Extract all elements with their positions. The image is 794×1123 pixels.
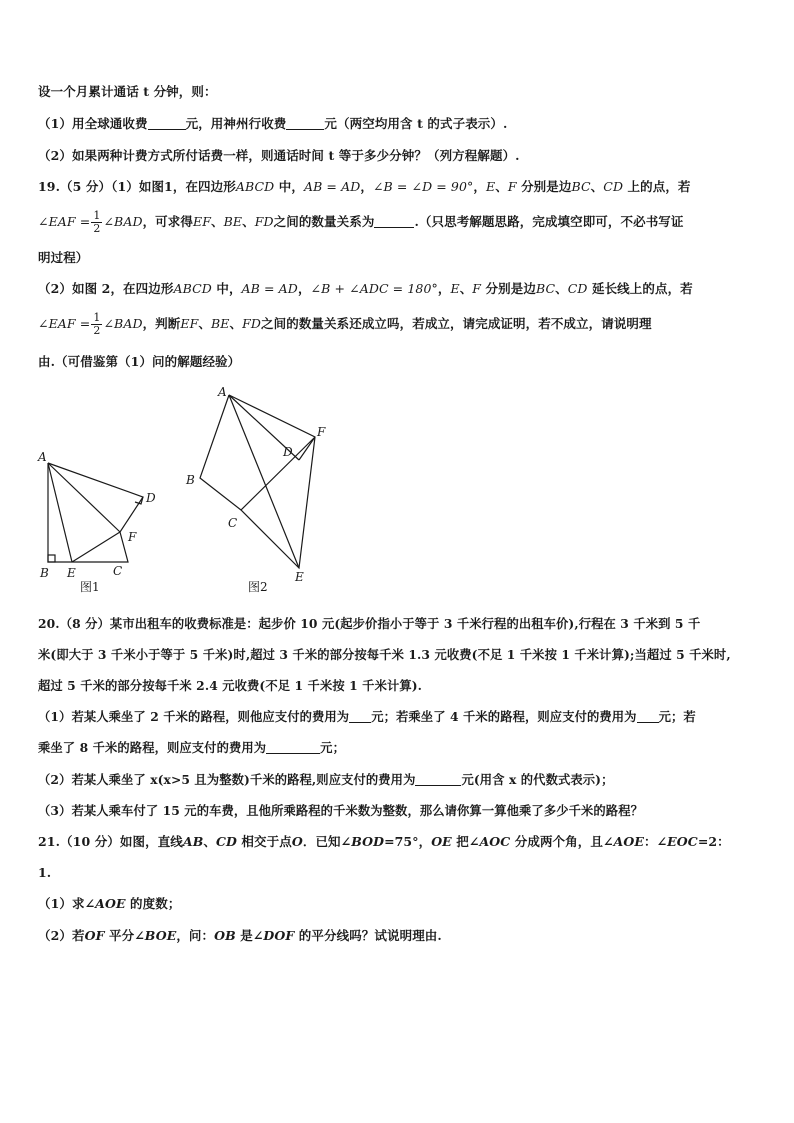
math-eaf: ∠EAF = — [38, 214, 91, 229]
math-eaf: ∠EAF = — [38, 316, 91, 331]
text: 、 — [459, 281, 473, 296]
text: 分别是边 — [481, 281, 536, 296]
label-f: F — [128, 530, 137, 544]
text: 、 — [229, 316, 243, 331]
math-cd: CD — [215, 834, 237, 849]
text: 元；若 — [658, 709, 696, 724]
p19-line6: 由.（可借鉴第（1）问的解题经验） — [38, 354, 241, 369]
figure-2-labels — [185, 385, 326, 594]
text: 21.（10 分）如图，直线 — [38, 834, 183, 849]
text: 、 — [555, 281, 568, 296]
math-aoc: ∠AOC — [468, 834, 511, 849]
answer-blank[interactable] — [637, 710, 659, 723]
math-fd: FD — [254, 214, 274, 229]
answer-blank[interactable] — [374, 215, 414, 228]
p20-line1: 20.（8 分）某市出租车的收费标准是：起步价 10 元(起步价指小于等于 3 千米行程的出租车价),行程在 3 千米到 5 千 — [38, 616, 701, 631]
text: 上的点，若 — [623, 179, 691, 194]
answer-blank[interactable] — [266, 741, 320, 754]
p18-intro: 设一个月累计通话 t 分钟，则： — [38, 84, 217, 99]
figure-1-labels — [37, 450, 156, 594]
text: ， — [360, 179, 373, 194]
figure-2-caption: 图2 — [248, 580, 268, 594]
label-d: D — [283, 445, 293, 459]
math-oe: OE — [431, 834, 452, 849]
math-cd: CD — [567, 281, 588, 296]
text: ．已知 — [302, 834, 341, 849]
label-e: E — [67, 566, 76, 580]
math-cd: CD — [603, 179, 624, 194]
math-bad: ∠BAD — [103, 316, 143, 331]
math-ef: EF — [180, 316, 199, 331]
p20-q1 — [38, 709, 696, 725]
figure-1-caption: 图1 — [80, 580, 100, 594]
text: 相交于点 — [236, 834, 292, 849]
text: （2）若某人乘坐了 x(x>5 且为整数)千米的路程,则应支付的费用为 — [38, 772, 416, 787]
text: 、 — [210, 214, 224, 229]
text: ，判断 — [142, 316, 181, 331]
frac-num: 1 — [93, 209, 101, 222]
math-be: BE — [211, 316, 230, 331]
math-f: F — [507, 179, 517, 194]
p19-head: 19.（5 分）（1）如图1，在四边形 — [38, 179, 236, 194]
text: 、 — [590, 179, 604, 194]
math-angle-cond: ∠B = ∠D = 90° — [372, 179, 474, 194]
math-of: OF — [84, 928, 105, 943]
text: （2）如图 2，在四边形 — [38, 281, 174, 296]
text: 元；若乘坐了 4 千米的路程，则应支付的费用为 — [371, 709, 637, 724]
text: 是 — [235, 928, 253, 943]
fraction-half — [91, 210, 102, 235]
figure-1 — [48, 463, 143, 562]
math-fd: FD — [242, 316, 262, 331]
math-ob: OB — [214, 928, 236, 943]
p20-q3: （3）若某人乘车付了 15 元的车费，且他所乘路程的千米数为整数，那么请你算一算他乘了多少千米的路程？ — [38, 803, 643, 818]
text: 、 — [198, 316, 211, 331]
text: 平分 — [104, 928, 135, 943]
math-aoe: ∠AOE — [84, 896, 126, 911]
p18-q1-a: （1）用全球通收费 — [38, 116, 148, 131]
text: 乘坐了 8 千米的路程，则应支付的费用为 — [38, 740, 267, 755]
math-abcd: ABCD — [173, 281, 212, 296]
label-c: C — [228, 516, 238, 530]
label-a: A — [38, 450, 47, 464]
text: 中， — [274, 179, 304, 194]
math-angle-cond2: ∠B + ∠ADC = 180° — [310, 281, 438, 296]
label-d: D — [146, 491, 156, 505]
p18-q2: （2）如果两种计费方式所付话费一样，则通话时间 t 等于多少分钟？（列方程解题）. — [38, 148, 520, 163]
p19-line4 — [38, 281, 693, 297]
text: 的度数； — [125, 896, 181, 911]
text: （1）若某人乘坐了 2 千米的路程，则他应支付的费用为 — [38, 709, 350, 724]
math-e: E — [486, 179, 496, 194]
label-e: E — [295, 570, 304, 584]
text: 分别是边 — [516, 179, 572, 194]
math-ab-eq-ad: AB = AD — [303, 179, 361, 194]
math-ab-eq-ad: AB = AD — [241, 281, 298, 296]
label-a: A — [218, 385, 227, 399]
text: （2）若 — [38, 928, 85, 943]
p21-line1 — [38, 834, 730, 850]
text: ，问： — [176, 928, 215, 943]
math-bc: BC — [571, 179, 591, 194]
math-f: F — [472, 281, 482, 296]
math-boe: ∠BOE — [134, 928, 177, 943]
math-dof: ∠DOF — [252, 928, 295, 943]
p21-line2: 1. — [38, 865, 52, 880]
text: 之间的数量关系还成立吗，若成立，请完成证明，若不成立，请说明理 — [261, 316, 652, 331]
p18-q1 — [38, 116, 507, 132]
fraction-half — [91, 312, 102, 337]
math-ef: EF — [192, 214, 211, 229]
p19-line5 — [38, 312, 652, 337]
p20-line2: 米(即大于 3 千米小于等于 5 千米)时,超过 3 千米的部分按每千米 1.3 元收费(不足 1 千米按 1 千米计算);当超过 5 千米时, — [38, 647, 731, 662]
math-bad: ∠BAD — [103, 214, 143, 229]
label-b: B — [186, 473, 195, 487]
math-e: E — [450, 281, 460, 296]
text: ： — [643, 834, 657, 849]
answer-blank[interactable] — [415, 773, 461, 786]
text: 元； — [320, 740, 345, 755]
text: ， — [437, 281, 451, 296]
answer-blank[interactable] — [349, 710, 371, 723]
text: 延长线上的点，若 — [587, 281, 693, 296]
label-c: C — [113, 564, 123, 578]
text: 元(用含 x 的代数式表示)； — [461, 772, 614, 787]
frac-num: 1 — [93, 311, 101, 324]
math-bod: ∠BOD — [340, 834, 385, 849]
math-eoc: ∠EOC — [656, 834, 698, 849]
p21-q2 — [38, 928, 442, 944]
text: 、 — [495, 179, 508, 194]
answer-blank[interactable] — [148, 117, 186, 130]
p19-line3: 明过程） — [38, 250, 89, 265]
text: 的平分线吗？试说明理由. — [294, 928, 442, 943]
label-b: B — [40, 566, 49, 580]
p18-q1-b: 元，用神州行收费 — [185, 116, 287, 131]
text: =75°， — [384, 834, 432, 849]
text: 把 — [451, 834, 469, 849]
text: ，可求得 — [142, 214, 193, 229]
text: （1）求 — [38, 896, 85, 911]
math-aoe: ∠AOE — [602, 834, 644, 849]
math-abcd: ABCD — [235, 179, 275, 194]
math-bc: BC — [535, 281, 556, 296]
text: ， — [473, 179, 486, 194]
text: =2： — [697, 834, 730, 849]
p21-q1 — [38, 896, 180, 912]
math-ab: AB — [182, 834, 204, 849]
text: .（只思考解题思路，完成填空即可，不必书写证 — [414, 214, 684, 229]
frac-den: 2 — [93, 222, 101, 235]
label-f: F — [317, 425, 326, 439]
text: ， — [297, 281, 311, 296]
figure-2 — [200, 395, 315, 568]
p19-line2 — [38, 210, 684, 235]
text: 、 — [242, 214, 255, 229]
math-o: O — [291, 834, 303, 849]
p19-line1 — [38, 179, 691, 195]
frac-den: 2 — [93, 324, 101, 337]
p20-q1-cont — [38, 740, 345, 756]
p20-q2 — [38, 772, 613, 788]
answer-blank[interactable] — [286, 117, 324, 130]
text: 之间的数量关系为 — [273, 214, 375, 229]
math-be: BE — [223, 214, 243, 229]
p20-line3: 超过 5 千米的部分按每千米 2.4 元收费(不足 1 千米按 1 千米计算). — [38, 678, 423, 693]
text: 、 — [203, 834, 216, 849]
p18-q1-c: 元（两空均用含 t 的式子表示）. — [324, 116, 508, 131]
text: 中， — [211, 281, 242, 296]
text: 分成两个角，且 — [510, 834, 603, 849]
